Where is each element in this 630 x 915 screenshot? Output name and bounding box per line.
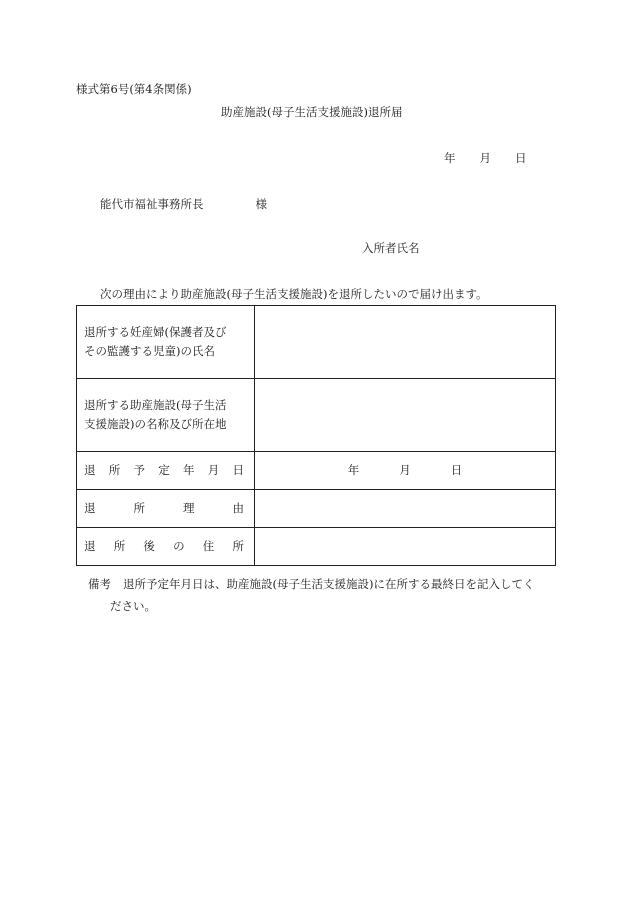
planned-date-month-label: 月	[399, 463, 411, 478]
addressee-honorific: 様	[255, 197, 267, 211]
table-row-facility	[77, 379, 556, 452]
date-month-label: 月	[479, 151, 491, 165]
new-address-label	[77, 528, 255, 566]
table-row-new-address	[77, 528, 556, 566]
label-char: 退	[84, 539, 96, 554]
label-char: 所	[108, 463, 121, 478]
label-char: 日	[232, 463, 244, 478]
facility-field[interactable]	[255, 379, 556, 452]
withdrawal-form-table	[76, 305, 556, 566]
label-char: 所	[232, 539, 244, 554]
reason-label	[77, 490, 255, 528]
table-row-reason	[77, 490, 556, 528]
label-char: 退	[84, 501, 96, 516]
remark-line2: ださい。	[110, 598, 156, 613]
date-year-label: 年	[444, 151, 456, 165]
table-row-planned-date	[77, 452, 556, 490]
label-char: 所	[113, 539, 126, 554]
new-address-field[interactable]	[255, 528, 556, 566]
label-char: 後	[143, 539, 155, 554]
label-char: 由	[232, 501, 244, 516]
addressee	[100, 199, 267, 211]
date-day-label: 日	[515, 151, 527, 165]
applicant-name-label: 入所者氏名	[362, 241, 420, 255]
remark-heading: 備考	[88, 577, 111, 591]
label-char: 定	[158, 463, 170, 478]
label-char: の	[173, 539, 185, 554]
facility-label-line2: 支援施設)の名称及び所在地	[84, 417, 227, 431]
occupant-name-field[interactable]	[255, 306, 556, 379]
remark-line1: 退所予定年月日は、助産施設(母子生活支援施設)に在所する最終日を記入してく	[123, 577, 535, 591]
form-number: 様式第6号(第4条関係)	[76, 82, 192, 96]
planned-date-field[interactable]	[255, 452, 556, 490]
planned-date-day-label: 日	[450, 463, 463, 478]
label-char: 月	[207, 463, 220, 478]
label-char: 予	[133, 463, 145, 478]
reason-field[interactable]	[255, 490, 556, 528]
intro-statement: 次の理由により助産施設(母子生活支援施設)を退所したいので届け出ます。	[100, 287, 488, 301]
submission-date-line	[444, 153, 527, 165]
occupant-name-label-line2: その監護する児童)の氏名	[84, 344, 215, 358]
label-char: 理	[183, 501, 195, 516]
remark-note	[88, 574, 558, 618]
occupant-name-label-line1: 退所する妊産婦(保護者及び	[84, 325, 227, 340]
label-char: 退	[84, 463, 96, 478]
form-title: 助産施設(母子生活支援施設)退所届	[221, 105, 403, 119]
label-char: 所	[133, 501, 145, 516]
facility-label-line1: 退所する助産施設(母子生活	[84, 398, 227, 413]
facility-label	[77, 379, 255, 452]
table-row-occupant-name	[77, 306, 556, 379]
planned-date-year-label: 年	[347, 463, 360, 478]
addressee-name: 能代市福祉事務所長	[100, 197, 204, 211]
label-char: 住	[202, 539, 215, 554]
planned-date-label	[77, 452, 255, 490]
label-char: 年	[183, 463, 195, 478]
occupant-name-label	[77, 306, 255, 379]
